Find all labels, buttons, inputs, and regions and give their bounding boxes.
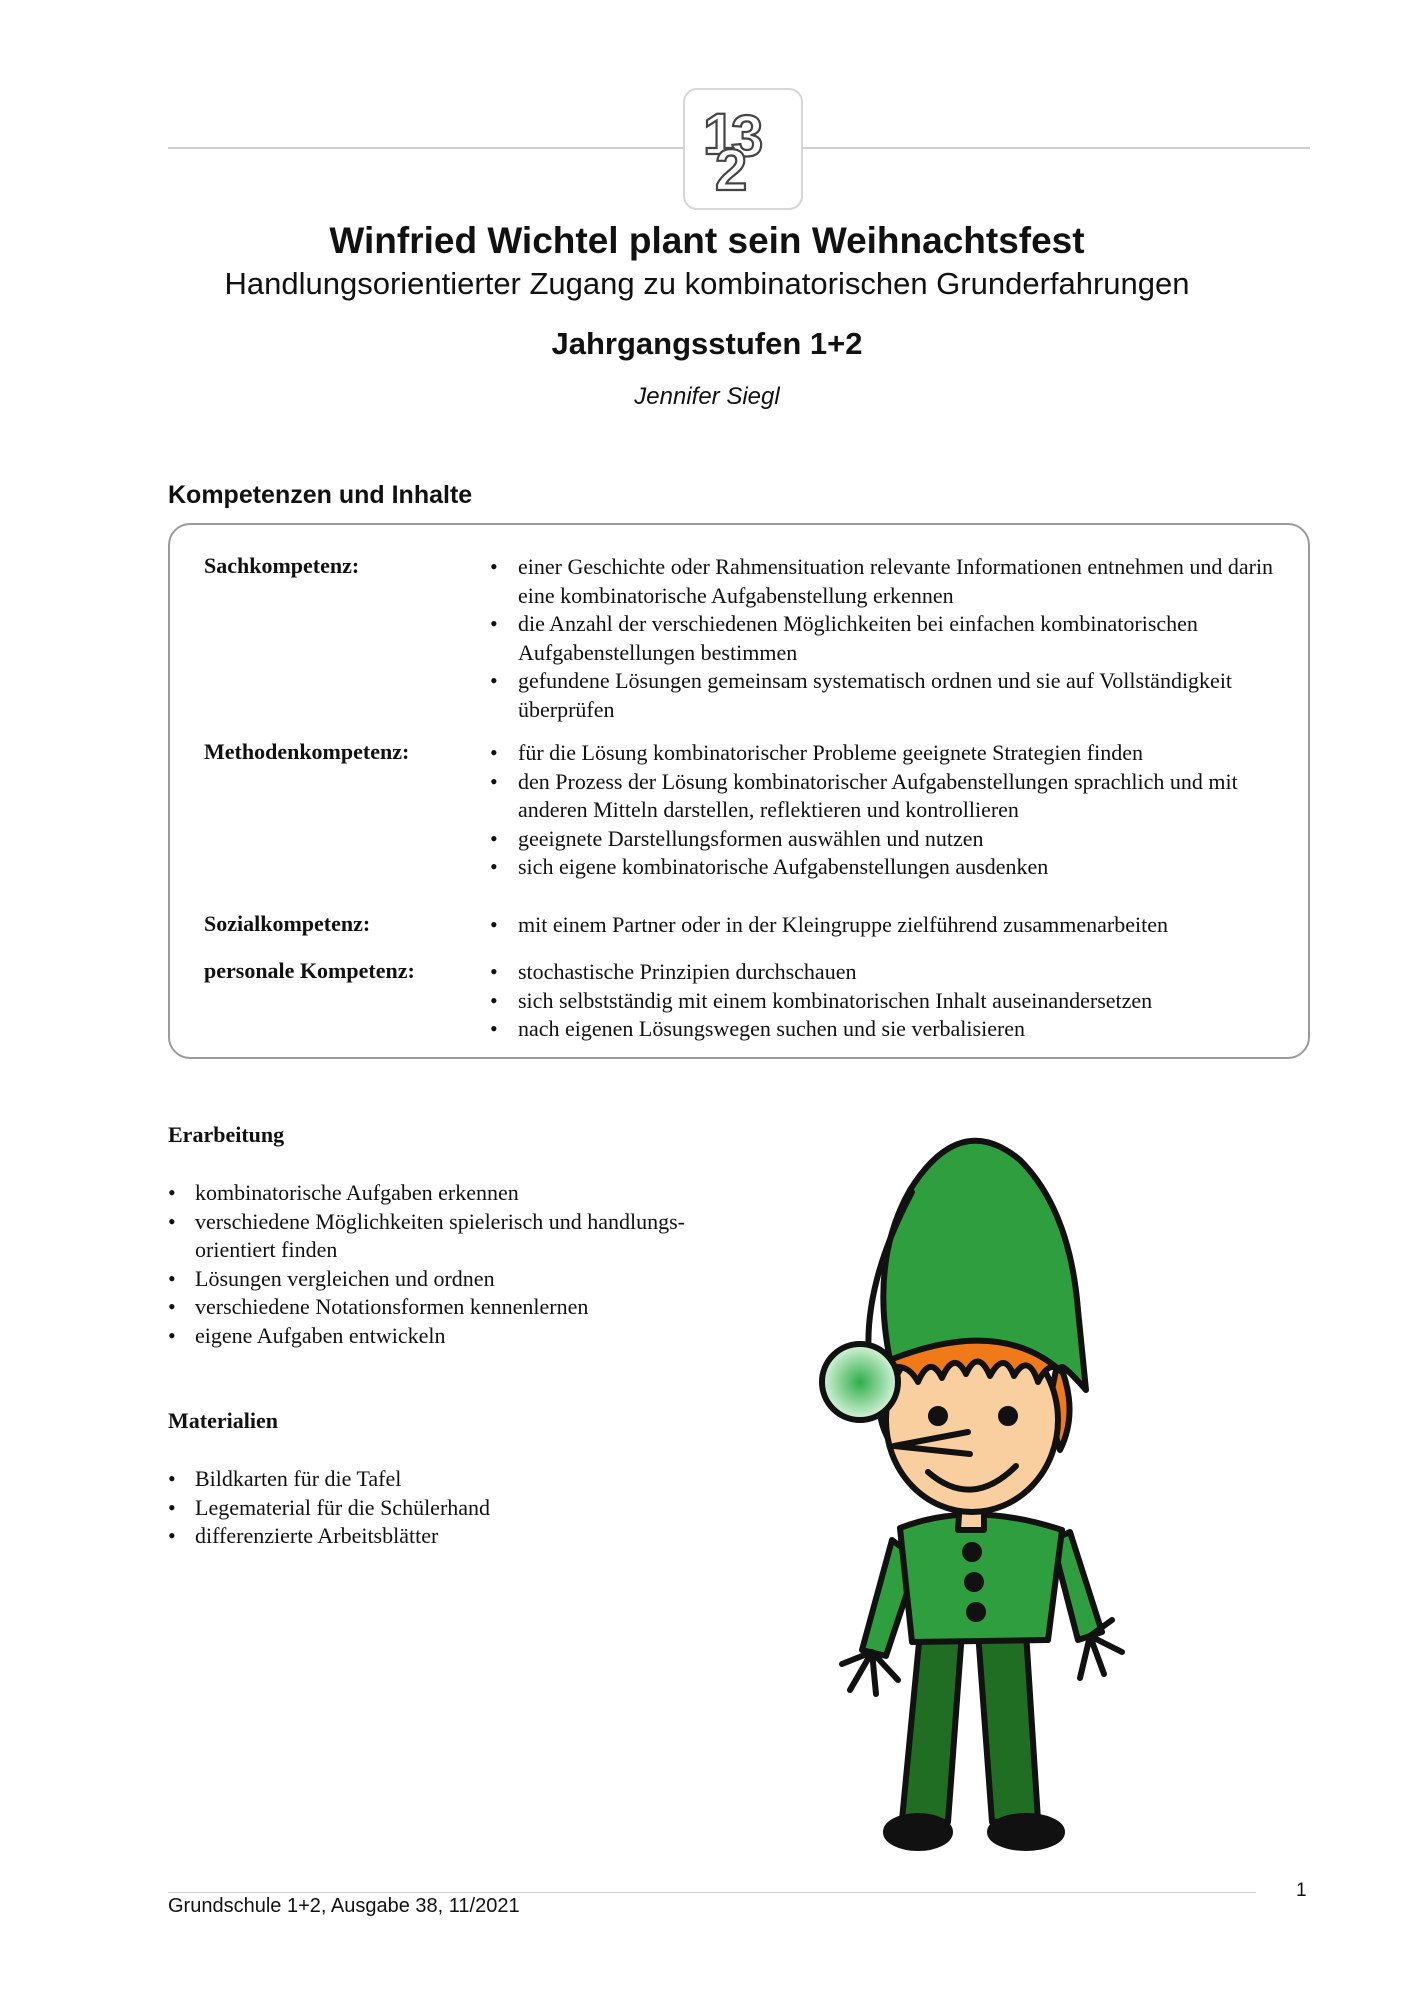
author-name: Jennifer Siegl	[634, 383, 780, 410]
materialien-list	[168, 1465, 728, 1551]
list-item: • geeignete Darstellungsformen auswählen und nutzen	[490, 825, 1280, 854]
page-number: 1	[1296, 1880, 1307, 1901]
list-item: • für die Lösung kombinatorischer Probleme geeignete Strategien finden	[490, 739, 1280, 768]
elf-icon	[800, 1120, 1160, 1860]
kompetenz-label: Sachkompetenz:	[204, 553, 360, 578]
list-item: • verschiedene Notationsformen kennenlernen	[168, 1293, 728, 1322]
kompetenz-label: Methodenkompetenz:	[204, 739, 410, 764]
kompetenzen-box	[168, 523, 1310, 1059]
list-item: • eigene Aufgaben entwickeln	[168, 1322, 728, 1351]
list-item: • nach eigenen Lösungswegen suchen und sie verbalisieren	[490, 1015, 1280, 1044]
footer-text: Grundschule 1+2, Ausgabe 38, 11/2021	[168, 1895, 520, 1917]
kompetenz-list	[490, 958, 1280, 1044]
list-item: • sich selbstständig mit einem kombinatorischen Inhalt auseinandersetzen	[490, 987, 1280, 1016]
list-item: • sich eigene kombinatorische Aufgabenstellungen ausdenken	[490, 853, 1280, 882]
erarbeitung-list	[168, 1179, 728, 1350]
kompetenz-label: personale Kompetenz:	[204, 958, 415, 983]
footer-rule	[168, 1892, 1256, 1893]
list-item: • differenzierte Arbeitsblätter	[168, 1522, 728, 1551]
kompetenz-list	[490, 739, 1280, 882]
page-subtitle: Handlungsorientierter Zugang zu kombinatorischen Grunderfahrungen	[224, 266, 1190, 301]
erarbeitung-heading: Erarbeitung	[168, 1122, 285, 1147]
list-item: • gefundene Lösungen gemeinsam systematisch ordnen und sie auf Vollständigkeit überprüfen	[490, 667, 1280, 724]
materialien-heading: Materialien	[168, 1408, 278, 1433]
list-item: • stochastische Prinzipien durchschauen	[490, 958, 1280, 987]
list-item: • kombinatorische Aufgaben erkennen	[168, 1179, 728, 1208]
list-item: • die Anzahl der verschiedenen Möglichkeiten bei einfachen kombinatorischen Aufgabenstellungen bestimmen	[490, 610, 1280, 667]
logo-digit-1: 1	[703, 102, 736, 167]
kompetenz-list	[490, 911, 1280, 940]
grade-level: Jahrgangsstufen 1+2	[551, 326, 863, 361]
page-title: Winfried Wichtel plant sein Weihnachtsfest	[329, 220, 1085, 261]
list-item: • mit einem Partner oder in der Kleingruppe zielführend zusammenarbeiten	[490, 911, 1280, 940]
list-item: • den Prozess der Lösung kombinatorischer Aufgabenstellungen sprachlich und mit anderen Mitteln darstellen, reflektieren und kontrollieren	[490, 768, 1280, 825]
list-item: • Lösungen vergleichen und ordnen	[168, 1265, 728, 1294]
list-item: • einer Geschichte oder Rahmensituation relevante Informationen entnehmen und darin eine kombinatorische Aufgabenstellung erkennen	[490, 553, 1280, 610]
list-item: • Bildkarten für die Tafel	[168, 1465, 728, 1494]
kompetenzen-heading: Kompetenzen und Inhalte	[168, 481, 473, 509]
kompetenz-label: Sozialkompetenz:	[204, 911, 371, 936]
logo-digit-2: 2	[715, 138, 748, 203]
kompetenz-list	[490, 553, 1280, 724]
logo-digit-3: 3	[731, 104, 764, 169]
list-item: • verschiedene Möglichkeiten spielerisch und handlungs-orientiert finden	[168, 1208, 728, 1265]
list-item: • Legematerial für die Schülerhand	[168, 1494, 728, 1523]
numbers-123-logo-icon	[683, 88, 803, 210]
